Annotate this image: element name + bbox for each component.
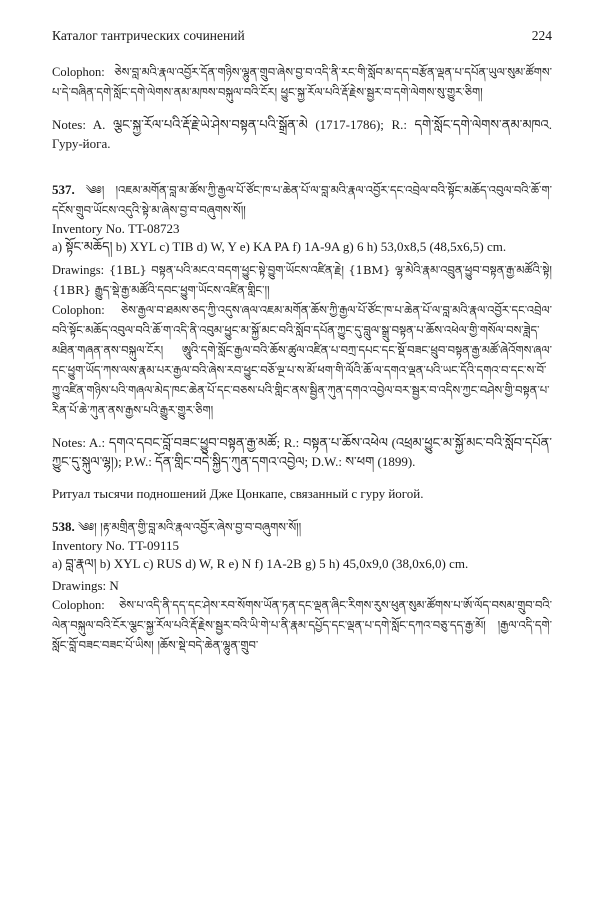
notes-requester: R.: བསྟན་པ་ཆོས་འཕེལ (འཕྲམ་ཕྱུང་མ་སྐྱོ་མང་བའི་སློབ་དཔོན་ཀྱུང་དུ་སྐུལ་ལྷ།);	[52, 435, 552, 469]
colophon-label: Colophon:	[52, 65, 105, 79]
colophon	[52, 595, 552, 655]
prev-entry-colophon	[52, 62, 552, 102]
prev-entry-notes	[52, 115, 552, 153]
drawings-label: Drawings:	[52, 578, 107, 593]
drawings-text: {1BL} བསྟན་པའི་མངའ་བདག་ཕྱུང་སྟེ་བྱུག་ཡོངས་འཛིན་རྗེ། {1BM} ལྷ་མེའི་རྣམ་འབྲུན་ཕྱུབ་བསྟན་རྒྱ་མཚོའི་སྟེ། {1BR} རྒྱུད་སྡེ་རྒྱ་མཚོའི་དབང་ཕྱུག་ཡོངས་འཛིན་གླིང་།།	[52, 263, 552, 297]
running-header	[52, 28, 552, 44]
notes-author: A. ལྕང་སྐྱ་རོལ་པའི་རྡོ་རྗེ་ཡེ་ཤེས་བསྟན་པའི་སྒྲོན་མེ (1717-1786); R.: དགེ་སློང་དགེ་ལེགས་ནམ་མཁའ. Гуру-йога.	[52, 117, 552, 151]
page-number: 224	[531, 28, 552, 43]
russian-summary: Ритуал тысячи подношений Дже Цонкапе, связанный с гуру йогой.	[52, 486, 424, 501]
drawings-text: N	[109, 578, 119, 593]
notes-date: D.W.: ས་ཕག (1899).	[311, 454, 416, 469]
colophon-label: Colophon:	[52, 303, 105, 317]
physical-description: a) སྟོང་མཆོད། b) XYL c) TIB d) W, Y e) KA PA f) 1A-9A g) 6 h) 53,0x8,5 (48,5x6,5) cm.	[52, 239, 507, 254]
entry-title-tibetan: ༄༅། །འཇམ་མགོན་བླ་མ་ཚོས་ཀྱི་རྒྱལ་པོ་ཙོང་ཁ་པ་ཆེན་པོ་ལ་བླ་མའི་རྣལ་འབྱོར་དང་འབྲེལ་བའི་སྟོང་མཆོད་འབུལ་བའི་ཆོ་ག་དངོས་གྲུབ་ཡོངས་འདུའི་སྟེ་མ་ཞེས་བྱ་བ་བཞུགས་སོ།།	[52, 183, 552, 217]
colophon-label: Colophon:	[52, 598, 105, 612]
colophon-text: ཅེས་རྒྱལ་བ་ཐམས་ཅད་ཀྱི་འདུས་ཞལ་འཇམ་མགོན་ཆོས་ཀྱི་རྒྱལ་པོ་ཙོང་ཁ་པ་ཆེན་པོ་ལ་བླ་མའི་རྣལ་འབྱོར་དང་འབྲེལ་བའི་སྟོང་མཆོད་འབུལ་བའི་ཆོ་ག་འདི་ནི་འབུམ་ཕྱུང་མ་སྐྱོ་མང་བའི་སློབ་དཔོན་ཀྱུང་དུ་བླུལ་སྒྲུ་བསྟན་པ་ཆོས་འཕེལ་གྱི་གསོལ་བས་ཟླེད་མཐིན་གཞན་ནས་བསྐུལ་ངོར། ཨཱུའི་དགེ་སློང་རྒྱལ་བའི་ཆོས་ཚུལ་འཛིན་པ་བཀྲ་དཔང་དང་སྡོ་བཟང་ཕྲུབ་བསྟན་རྒྱ་མཚོ་ཞེའོགས་ཞལ་དང་ཕྱུག་ཡོད་ཀས་ལས་རྣམ་པར་རྒྱལ་བའི་ཞེས་རབ་ཕྱུང་བཅོ་ལྔ་པ་ས་མོ་ཕག་གི་ལོའི་ཆོ་ལ་དགའ་ལྡན་པའི་ཡང་དོའི་དགའ་བ་དང་ས་བོ་ཀྱུ་འཛིན་གཉིས་པའི་གཞལ་མེད་ཁང་ཆེན་པོ་དང་བཅས་པའི་གླིང་ནས་སྦྱིན་ཀུན་དགའ་འབྱེལ་བར་སྦྱར་བ་འདིས་ཀྱང་བཤེས་གྱི་བསྟན་པ་རིན་པོ་ཆེ་ཀུན་ནས་རྒྱས་པའི་རྒྱུར་གྱུར་ཅིག།	[52, 303, 552, 417]
inventory-number: Inventory No. TT-08723	[52, 221, 180, 236]
drawings	[52, 260, 552, 300]
drawings-label: Drawings:	[52, 263, 105, 277]
colophon-text: ཅེས་པ་འདི་ནི་དད་དང་ཤེས་རབ་སོགས་ཡོན་ཏན་དང་ལྡན་ཞིང་རིགས་རུས་ཕུན་སུམ་ཚོགས་པ་ཨོ་ལོད་བསམ་གྲུབ་བའི་ལེན་བསྐུལ་བའི་ངོར་ལྕང་སྐྱ་རོལ་པའི་རྡོ་རྗེས་སྦྱར་བའི་ཡི་གེ་པ་ནི་རྣམ་དཔྱོད་དང་ལྡན་པ་དགེ་སློང་དཀའ་བཅུ་དད་རྒྱ་མོ། །རྒྱལ་འདི་དགེ་སློང་བློ་བཟང་བཟང་པོ་ཡིས། །ཆོས་སྡེ་བདེ་ཆེན་ལྷུན་གྲུབ་	[52, 598, 552, 652]
catalog-title: Каталог тантрических сочинений	[52, 28, 245, 43]
notes-label: Notes:	[52, 117, 86, 132]
notes	[52, 433, 552, 471]
entry-title-tibetan: ༄༅། །རྟ་མགྲིན་གྱི་བླ་མའི་རྣལ་འབྱོར་ཞེས་བྱ་བ་བཞུགས་སོ།།	[78, 520, 302, 534]
entry-537-heading	[52, 180, 552, 220]
colophon	[52, 300, 552, 420]
notes-author: A.: དགའ་དབང་བློ་བཟང་ཕྱུབ་བསྟན་རྒྱ་མཚོ;	[88, 435, 281, 450]
entry-number: 538.	[52, 519, 75, 534]
drawings	[52, 577, 552, 595]
notes-place: P.W.: དོན་གླིང་བདེ་སྐྱིད་ཀུན་དགའ་འབྱེལ;	[124, 454, 309, 469]
entry-number: 537.	[52, 182, 75, 197]
notes-label: Notes:	[52, 435, 86, 450]
colophon-text: ཅེས་བླ་མའི་རྣལ་འབྱོར་དོན་གཉིས་ལྷུན་གྲུབ་ཞེས་བྱ་བ་འདི་ནི་རང་གི་སློབ་མ་དད་བརྩོན་ལྡན་པ་དཔོན་ཡུལ་སུམ་ཚོགས་པ་དེ་བཞིན་དགེ་སློང་དགེ་ལེགས་ནམ་མཁས་བསྐུལ་བའི་ངོར། ཕྱུང་སྐྱ་རོལ་པའི་རྡོ་རྗེས་སྦྱར་བ་དགེ་ལེགས་སུ་གྱུར་ཅིག།	[52, 65, 552, 99]
entry-538-heading	[52, 517, 552, 537]
physical-description: a) བླ་རྣལ། b) XYL c) RUS d) W, R e) N f) 1A-2B g) 5 h) 45,0x9,0 (38,0x6,0) cm.	[52, 556, 469, 571]
inventory-number: Inventory No. TT-09115	[52, 538, 179, 553]
document-page	[52, 28, 552, 888]
